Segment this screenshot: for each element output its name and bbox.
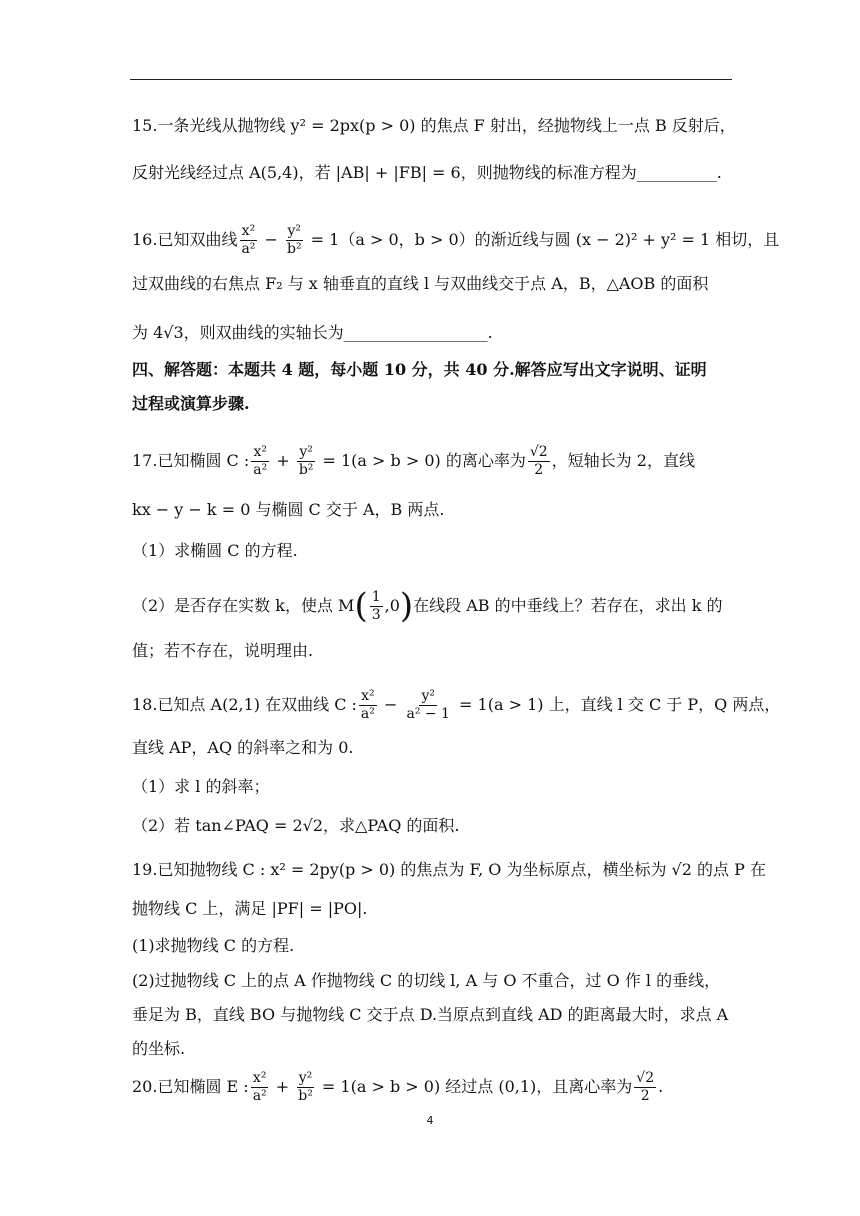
frac-x2-a2: $\frac{\text{x²}}{\text{a²}}$ <box>241 223 256 257</box>
p19-line3: (1)求抛物线 C 的方程. <box>132 936 295 955</box>
p17-line4: （2）是否存在实数 k，使点 M( $\frac{1}{3}$ ,0)在线段 AB 的中垂线上？若存在，求出 k 的 <box>132 586 723 626</box>
frac-r2-2: $\frac{√2}{2}$ <box>636 1070 655 1104</box>
p18-line1: 18.已知点 A(2,1) 在双曲线 C : $\frac{\text{x²}}{\text{a²}}$ − $\frac{\text{y²}}{\text{a² − 1}}$ = 1(a > 1) 上，直线 l 交 C 于 P，Q 两点， <box>132 688 781 722</box>
frac-x2-a2: $\frac{\text{x²}}{\text{a²}}$ <box>253 444 268 478</box>
p19-line5: 垂足为 B，直线 BO 与抛物线 C 交于点 D.当原点到直线 AD 的距离最大时，求点 A <box>132 1005 729 1024</box>
section-heading-line2: 过程或演算步骤. <box>132 394 250 413</box>
p16-l1-post: = 1（a > 0，b > 0）的渐近线与圆 (x − 2)² + y² = 1 相切，且 <box>305 230 780 249</box>
frac-y2-a2m1: $\frac{\text{y²}}{\text{a² − 1}}$ <box>406 688 450 722</box>
p17-line5: 值；若不存在，说明理由. <box>132 641 314 660</box>
frac-y2-b2: $\frac{\text{y²}}{\text{b²}}$ <box>298 1070 313 1104</box>
p18-line2: 直线 AP，AQ 的斜率之和为 0. <box>132 738 354 757</box>
p17-line3: （1）求椭圆 C 的方程. <box>132 541 298 560</box>
frac-r2-2: $\frac{√2}{2}$ <box>529 444 548 478</box>
p19-line6: 的坐标. <box>132 1039 186 1058</box>
p18-line4: （2）若 tan∠PAQ = 2√2，求△PAQ 的面积. <box>132 816 460 835</box>
frac-x2-a2: $\frac{\text{x²}}{\text{a²}}$ <box>360 688 375 722</box>
p19-line2: 抛物线 C 上，满足 |PF| = |PO|. <box>132 899 368 918</box>
p15-line1: 15.一条光线从抛物线 y² = 2px(p > 0) 的焦点 F 射出，经抛物线上一点 B 反射后， <box>132 116 736 135</box>
p16-line1: 16.已知双曲线 $\frac{\text{x²}}{\text{a²}}$ − $\frac{\text{y²}}{\text{b²}}$ = 1（a > 0，b > 0）的渐近线与圆 (x − 2)² + y² = 1 相切，且 <box>132 223 780 257</box>
p16-l1-pre: 16.已知双曲线 <box>132 230 238 249</box>
p16-line2: 过双曲线的右焦点 F₂ 与 x 轴垂直的直线 l 与双曲线交于点 A，B，△AOB 的面积 <box>132 274 709 293</box>
p19-line1: 19.已知抛物线 C : x² = 2py(p > 0) 的焦点为 F, O 为坐标原点，横坐标为 √2 的点 P 在 <box>132 860 766 879</box>
frac-x2-a2: $\frac{\text{x²}}{\text{a²}}$ <box>252 1070 267 1104</box>
header-rule <box>130 79 732 80</box>
p16-line3: 为 4√3，则双曲线的实轴长为__________________. <box>132 323 493 342</box>
frac-y2-b2: $\frac{\text{y²}}{\text{b²}}$ <box>287 223 302 257</box>
frac-y2-b2: $\frac{\text{y²}}{\text{b²}}$ <box>298 444 314 478</box>
section-heading-line1: 四、解答题：本题共 4 题，每小题 10 分，共 40 分.解答应写出文字说明、证明 <box>132 360 707 379</box>
frac-1-3: $\frac{1}{3}$ <box>371 589 381 623</box>
p18-line3: （1）求 l 的斜率； <box>132 777 270 796</box>
p17-line2: kx − y − k = 0 与椭圆 C 交于 A，B 两点. <box>132 500 445 519</box>
p19-line4: (2)过抛物线 C 上的点 A 作抛物线 C 的切线 l, A 与 O 不重合，过 O 作 l 的垂线， <box>132 971 721 990</box>
page-number: 4 <box>426 1114 434 1127</box>
p17-line1: 17.已知椭圆 C : $\frac{\text{x²}}{\text{a²}}$ + $\frac{\text{y²}}{\text{b²}}$ = 1(a > b > 0) 的离心率为 $\frac{√2}{2}$ ，短轴长为 2，直线 <box>132 444 695 478</box>
p20-line1: 20.已知椭圆 E : $\frac{\text{x²}}{\text{a²}}$ + $\frac{\text{y²}}{\text{b²}}$ = 1(a > b > 0) 经过点 (0,1)，且离心率为 $\frac{√2}{2}$ . <box>132 1070 664 1104</box>
p15-line2: 反射光线经过点 A(5,4)，若 |AB| + |FB| = 6，则抛物线的标准方程为__________. <box>132 163 722 182</box>
